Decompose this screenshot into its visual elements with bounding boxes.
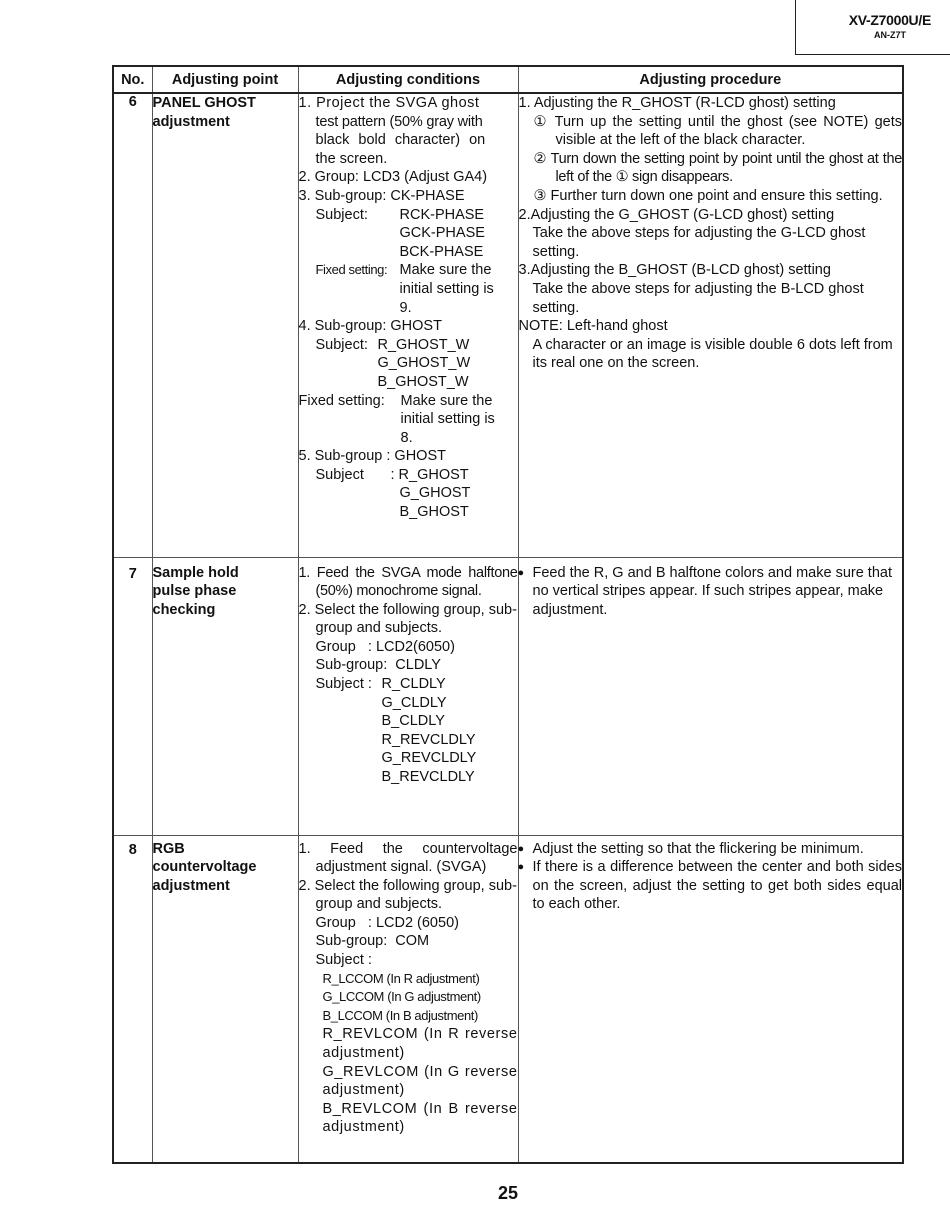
- subject-value: B_REVCLDLY: [381, 769, 475, 786]
- note-heading: NOTE: Left-hand ghost: [518, 318, 668, 335]
- fixed-setting-label: Fixed setting:: [315, 262, 388, 278]
- proc-bullet: ● Feed the R, G and B halftone colors and make sure that no vertical stripes appear. If such stripes appear, make adjustment.: [519, 564, 903, 620]
- column-header-no: No.: [113, 66, 152, 93]
- proc-line: 1. Adjusting the R_GHOST (R-LCD ghost) setting: [518, 95, 836, 111]
- column-header-procedure: Adjusting procedure: [518, 66, 903, 93]
- subject-list: [299, 970, 518, 1137]
- cond-line: 2. Select the following group, sub-group and subjects.: [298, 877, 517, 913]
- subject-label: Subject :: [315, 952, 372, 969]
- point-line: adjustment: [152, 113, 230, 130]
- fixed-setting-value: 9.: [399, 299, 412, 316]
- subject-value: R_LCCOM (In R adjustment): [322, 970, 480, 986]
- adjusting-conditions: [298, 557, 518, 835]
- subject-value: B_REVLCOM (In B reverse adjustment): [322, 1100, 518, 1136]
- subject-value: B_GHOST: [399, 504, 469, 521]
- subject-label: Subject:: [315, 336, 368, 353]
- cond-line: black bold character) on: [315, 132, 486, 149]
- point-line: countervoltage: [152, 859, 257, 876]
- cond-line: 2. Select the following group, sub-group and subjects.: [298, 601, 517, 637]
- subject-value: G_GHOST_W: [377, 355, 471, 372]
- cond-line: 3. Sub-group: CK-PHASE: [298, 187, 465, 204]
- model-number: XV-Z7000U/E: [848, 12, 931, 28]
- subject-value: G_REVCLDLY: [381, 750, 477, 767]
- point-line: checking: [152, 601, 216, 618]
- subject-value: R_REVCLDLY: [381, 731, 476, 748]
- fixed-setting-block: [299, 392, 518, 448]
- model-header-box: [795, 0, 950, 55]
- point-line: PANEL GHOST: [152, 95, 256, 111]
- point-line: RGB: [152, 840, 185, 857]
- subject-value: : R_GHOST: [390, 466, 469, 483]
- cond-line: 1. Feed the countervoltage adjustment signal. (SVGA): [298, 840, 518, 876]
- fixed-setting-value: 8.: [400, 429, 413, 446]
- proc-line: 2.Adjusting the G_GHOST (G-LCD ghost) setting: [518, 206, 835, 223]
- point-line: Sample hold: [152, 564, 239, 581]
- model-sub-number: AN-Z7T: [874, 30, 906, 40]
- subject-block: [299, 466, 518, 522]
- group-line: Group : LCD2 (6050): [315, 914, 459, 931]
- proc-line: 3.Adjusting the B_GHOST (B-LCD ghost) setting: [518, 262, 831, 279]
- table-row: [113, 557, 903, 835]
- subgroup-line: Sub-group: CLDLY: [315, 657, 441, 674]
- cond-line: 1. Project the SVGA ghost: [298, 95, 480, 111]
- cond-line: 5. Sub-group : GHOST: [298, 448, 446, 465]
- subject-value: R_GHOST_W: [377, 336, 470, 353]
- proc-bullet: ● If there is a difference between the center and both sides on the screen, adjust the setting to get both sides equal to each other.: [519, 858, 903, 914]
- subject-value: G_GHOST: [399, 485, 471, 502]
- subject-value: BCK-PHASE: [399, 243, 484, 260]
- row-number: 7: [113, 557, 152, 835]
- adjusting-point: [152, 835, 298, 1163]
- adjusting-procedure: [518, 835, 903, 1163]
- subject-value: G_REVLCOM (In G reverse adjustment): [322, 1063, 518, 1099]
- column-header-point: Adjusting point: [152, 66, 298, 93]
- fixed-setting-value: Make sure the: [400, 392, 493, 409]
- table-row: [113, 93, 903, 557]
- column-header-conditions: Adjusting conditions: [298, 66, 518, 93]
- adjusting-conditions: [298, 835, 518, 1163]
- subject-value: GCK-PHASE: [399, 225, 485, 242]
- page-number: 25: [497, 1183, 519, 1203]
- subject-value: B_LCCOM (In B adjustment): [322, 1007, 478, 1023]
- adjusting-procedure: [518, 93, 903, 557]
- proc-step: ③ Further turn down one point and ensure this setting.: [533, 187, 883, 204]
- cond-line: 2. Group: LCD3 (Adjust GA4): [298, 169, 488, 186]
- cond-line: 1. Feed the SVGA mode halftone (50%) monochrome signal.: [298, 564, 518, 600]
- fixed-setting-label: Fixed setting:: [298, 392, 385, 409]
- subgroup-line: Sub-group: COM: [315, 933, 430, 950]
- fixed-setting-block: [299, 261, 518, 317]
- cond-line: test pattern (50% gray with: [315, 113, 483, 130]
- subject-value: B_GHOST_W: [377, 373, 469, 390]
- group-line: Group : LCD2(6050): [315, 638, 455, 655]
- adjusting-conditions: [298, 93, 518, 557]
- cond-line: the screen.: [315, 150, 388, 167]
- fixed-setting-value: initial setting is: [399, 280, 494, 297]
- proc-step: ① Turn up the setting until the ghost (see NOTE) gets visible at the left of the black character.: [533, 113, 902, 149]
- proc-bullet: ● Adjust the setting so that the flickering be minimum.: [519, 840, 903, 859]
- subject-label: Subject:: [315, 206, 368, 223]
- table-header-row: [113, 66, 903, 93]
- subject-label: Subject: [315, 466, 364, 483]
- adjustment-table: [112, 65, 904, 1164]
- subject-block: [299, 206, 518, 262]
- adjusting-procedure: [518, 557, 903, 835]
- note-text: A character or an image is visible double 6 dots left from its real one on the screen.: [532, 336, 893, 372]
- subject-label: Subject :: [315, 676, 372, 693]
- subject-value: R_CLDLY: [381, 676, 446, 693]
- point-line: adjustment: [152, 877, 230, 894]
- fixed-setting-value: initial setting is: [400, 411, 495, 428]
- subject-block: [299, 675, 518, 787]
- subject-value: RCK-PHASE: [399, 206, 485, 223]
- subject-block: [299, 336, 518, 392]
- proc-text: Take the above steps for adjusting the B-LCD ghost setting.: [532, 280, 864, 316]
- fixed-setting-value: Make sure the: [399, 262, 492, 279]
- cond-line: 4. Sub-group: GHOST: [298, 318, 442, 335]
- subject-value: G_LCCOM (In G adjustment): [322, 989, 481, 1005]
- adjusting-point: [152, 557, 298, 835]
- point-line: pulse phase: [152, 583, 237, 600]
- subject-value: B_CLDLY: [381, 713, 445, 730]
- row-number: 8: [113, 835, 152, 1163]
- subject-value: R_REVLCOM (In R reverse adjustment): [322, 1026, 518, 1062]
- proc-step: ② Turn down the setting point by point until the ghost at the left of the ① sign disappears.: [533, 150, 902, 186]
- row-number: 6: [113, 93, 152, 557]
- adjusting-point: [152, 93, 298, 557]
- proc-text: Take the above steps for adjusting the G-LCD ghost setting.: [532, 225, 866, 260]
- subject-value: G_CLDLY: [381, 694, 447, 711]
- table-row: [113, 835, 903, 1163]
